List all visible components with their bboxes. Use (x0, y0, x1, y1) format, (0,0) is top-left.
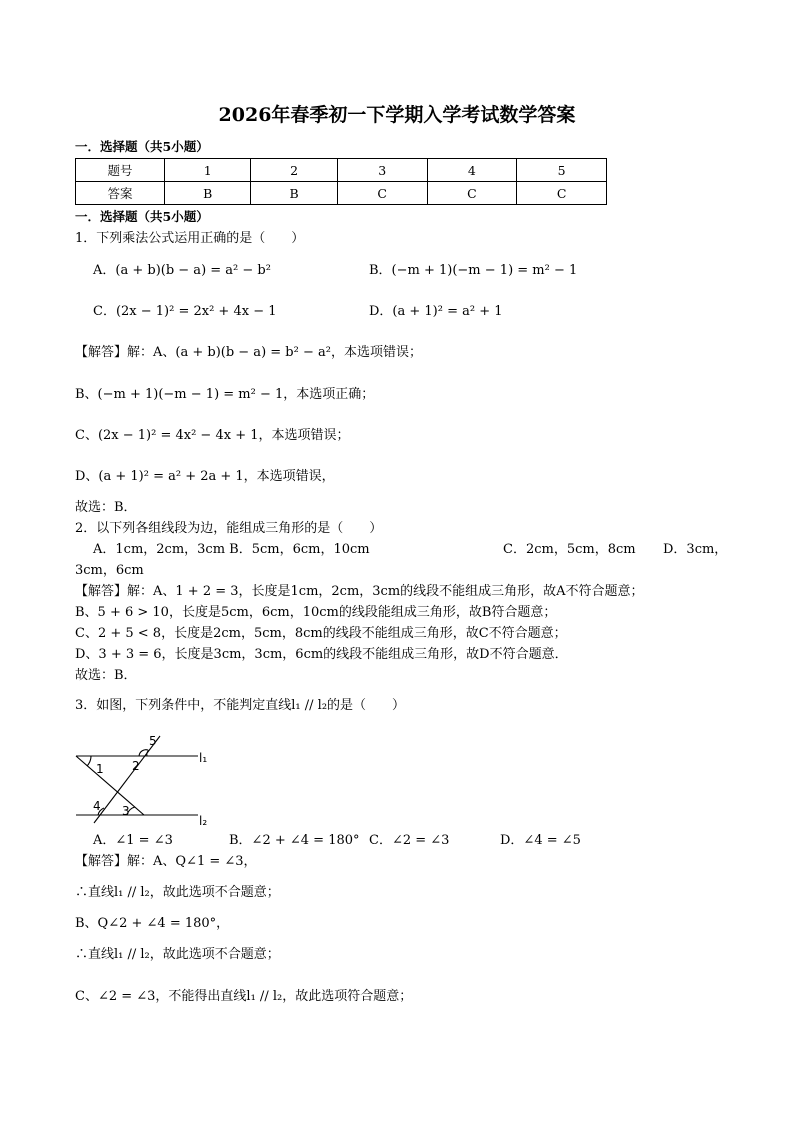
q1-solution-b: B、(−m + 1)(−m − 1) = m² − 1，本选项正确； (75, 387, 375, 402)
q2-solution-a: 【解答】解：A、1 + 2 = 3，长度是1cm，2cm，3cm的线段不能组成三角形，故A不符合题意； (75, 584, 644, 599)
table-row (76, 182, 607, 205)
question-number-1: 1 (165, 159, 251, 182)
q3-stem: 3．如图，下列条件中，不能判定直线l₁ // l₂的是（ ） (75, 698, 406, 713)
angle5-arc-inner (147, 750, 149, 756)
question-number-3: 3 (337, 159, 427, 182)
row-label-answer: 答案 (76, 182, 165, 205)
answer-5: C (517, 182, 607, 205)
q2-solution-d: D、3 + 3 = 6，长度是3cm，3cm，6cm的线段不能组成三角形，故D不符合题意． (75, 647, 568, 662)
q1-conclusion: 故选：B． (75, 500, 137, 515)
angle5-label: 5 (149, 734, 157, 748)
angle3-label: 3 (122, 804, 130, 818)
question-number-5: 5 (517, 159, 607, 182)
q3-solution-c: C、∠2 = ∠3，不能得出直线l₁ // l₂，故此选项符合题意； (75, 989, 413, 1004)
page-title: 2026年春季初一下学期入学考试数学答案 (218, 104, 576, 126)
line-l1-label: l₁ (199, 751, 208, 765)
q1-option-c: C．(2x − 1)² = 2x² + 4x − 1 (93, 304, 277, 319)
angle1-arc (87, 756, 91, 766)
q2-solution-b: B、5 + 6 > 10，长度是5cm，6cm，10cm的线段能组成三角形，故B符合题意； (75, 605, 557, 620)
q2-options-ab: A．1cm，2cm，3cm B．5cm，6cm，10cm (93, 542, 370, 557)
q1-option-b: B．(−m + 1)(−m − 1) = m² − 1 (369, 263, 578, 278)
q3-option-b: B．∠2 + ∠4 = 180° (229, 833, 360, 848)
answer-2: B (251, 182, 337, 205)
q3-option-a: A．∠1 = ∠3 (93, 833, 173, 848)
q1-solution-a: 【解答】解：A、(a + b)(b − a) = b² − a²，本选项错误； (75, 345, 422, 360)
q3-solution-b-conclusion: ∴直线l₁ // l₂，故此选项不合题意； (75, 947, 280, 962)
q2-option-c: C．2cm，5cm，8cm (503, 542, 636, 557)
q2-option-d: D．3cm， (663, 542, 728, 557)
q3-solution-b: B、Q∠2 + ∠4 = 180°， (75, 916, 230, 931)
q3-solution-a-conclusion: ∴直线l₁ // l₂，故此选项不合题意； (75, 885, 280, 900)
q3-option-d: D．∠4 = ∠5 (500, 833, 581, 848)
angle2-label: 2 (132, 759, 140, 773)
q3-solution-a: 【解答】解：A、Q∠1 = ∠3， (75, 854, 257, 869)
row-label-number: 题号 (76, 159, 165, 182)
section-header-2: 一．选择题（共5小题） (75, 209, 209, 224)
section-header: 一．选择题（共5小题） (75, 139, 209, 154)
q2-stem: 2．以下列各组线段为边，能组成三角形的是（ ） (75, 521, 383, 536)
q1-solution-c: C、(2x − 1)² = 4x² − 4x + 1，本选项错误； (75, 428, 350, 443)
q1-stem: 1．下列乘法公式运用正确的是（ ） (75, 231, 305, 246)
q2-options-cont: 3cm，6cm (75, 563, 144, 578)
answer-1: B (165, 182, 251, 205)
parallel-lines-diagram (72, 733, 222, 831)
q1-solution-d: D、(a + 1)² = a² + 2a + 1，本选项错误， (75, 469, 335, 484)
answer-3: C (337, 182, 427, 205)
question-number-2: 2 (251, 159, 337, 182)
table-row (76, 159, 607, 182)
q3-option-c: C．∠2 = ∠3 (369, 833, 450, 848)
answer-table (75, 158, 607, 205)
angle1-label: 1 (96, 762, 104, 776)
q1-option-d: D．(a + 1)² = a² + 1 (369, 304, 503, 319)
angle4-label: 4 (93, 799, 101, 813)
q2-conclusion: 故选：B． (75, 668, 137, 683)
answer-4: C (427, 182, 517, 205)
q1-option-a: A．(a + b)(b − a) = a² − b² (93, 263, 271, 278)
q2-solution-c: C、2 + 5 < 8，长度是2cm，5cm，8cm的线段不能组成三角形，故C不符合题意； (75, 626, 567, 641)
line-l2-label: l₂ (199, 814, 208, 828)
question-number-4: 4 (427, 159, 517, 182)
